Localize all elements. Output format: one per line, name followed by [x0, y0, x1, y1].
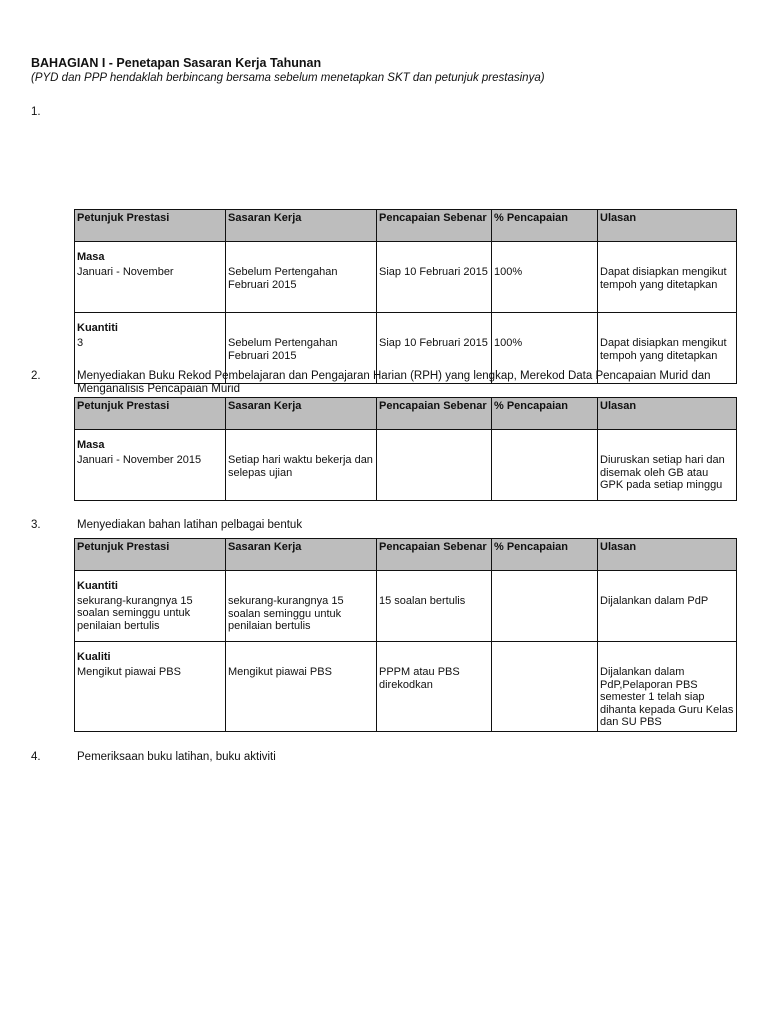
table-header-row [75, 398, 737, 430]
table-header-row [75, 210, 737, 242]
table-row [75, 571, 737, 642]
petunjuk-value: Mengikut piawai PBS [77, 665, 181, 678]
column-header: Pencapaian Sebenar [377, 398, 492, 430]
petunjuk-value: 3 [77, 336, 84, 349]
section-4-title: Pemeriksaan buku latihan, buku aktiviti [77, 751, 276, 763]
column-header: Petunjuk Prestasi [75, 398, 226, 430]
section-1-table [74, 209, 737, 384]
peratus-cell [492, 571, 598, 642]
column-header: Sasaran Kerja [226, 398, 377, 430]
sasaran-cell: Mengikut piawai PBS [226, 642, 377, 732]
table-row [75, 313, 737, 384]
table-row [75, 242, 737, 313]
pencapaian-cell: 15 soalan bertulis [377, 571, 492, 642]
column-header: Sasaran Kerja [226, 210, 377, 242]
column-header: Sasaran Kerja [226, 539, 377, 571]
peratus-cell [492, 430, 598, 501]
pencapaian-cell: PPPM atau PBS direkodkan [377, 642, 492, 732]
pencapaian-cell: Siap 10 Februari 2015 [377, 242, 492, 313]
column-header: % Pencapaian [492, 210, 598, 242]
sasaran-cell: Sebelum Pertengahan Februari 2015 [226, 242, 377, 313]
pencapaian-cell: Siap 10 Februari 2015 [377, 313, 492, 384]
ulasan-cell: Dijalankan dalam PdP,Pelaporan PBS semester 1 telah siap dihanta kepada Guru Kelas dan SU PBS [598, 642, 737, 732]
table-row [75, 642, 737, 732]
petunjuk-cell [75, 430, 226, 501]
ulasan-cell: Dijalankan dalam PdP [598, 571, 737, 642]
column-header: % Pencapaian [492, 539, 598, 571]
section-1-number: 1. [31, 106, 41, 118]
table-header-row [75, 539, 737, 571]
peratus-cell: 100% [492, 242, 598, 313]
section-3-number: 3. [31, 519, 41, 531]
row-category-label: Kuantiti [77, 322, 118, 334]
petunjuk-cell [75, 242, 226, 313]
row-category-label: Kuantiti [77, 580, 118, 592]
column-header: Petunjuk Prestasi [75, 539, 226, 571]
petunjuk-value: sekurang-kurangnya 15 soalan seminggu untuk penilaian bertulis [77, 594, 193, 632]
column-header: Ulasan [598, 539, 737, 571]
petunjuk-value: Januari - November [77, 265, 174, 278]
petunjuk-cell [75, 642, 226, 732]
column-header: Ulasan [598, 398, 737, 430]
sasaran-cell: Setiap hari waktu bekerja dan selepas ujian [226, 430, 377, 501]
peratus-cell: 100% [492, 313, 598, 384]
page-subtitle: (PYD dan PPP hendaklah berbincang bersama sebelum menetapkan SKT dan petunjuk prestasinya) [31, 72, 545, 84]
table-row [75, 430, 737, 501]
petunjuk-value: Januari - November 2015 [77, 453, 202, 466]
section-2-number: 2. [31, 370, 41, 382]
petunjuk-cell [75, 571, 226, 642]
ulasan-cell: Dapat disiapkan mengikut tempoh yang ditetapkan [598, 313, 737, 384]
ulasan-cell: Dapat disiapkan mengikut tempoh yang ditetapkan [598, 242, 737, 313]
row-category-label: Masa [77, 439, 105, 451]
column-header: Pencapaian Sebenar [377, 210, 492, 242]
peratus-cell [492, 642, 598, 732]
pencapaian-cell [377, 430, 492, 501]
section-4-number: 4. [31, 751, 41, 763]
section-3-table [74, 538, 737, 732]
column-header: % Pencapaian [492, 398, 598, 430]
ulasan-cell: Diuruskan setiap hari dan disemak oleh GB atau GPK pada setiap minggu [598, 430, 737, 501]
column-header: Petunjuk Prestasi [75, 210, 226, 242]
section-2-table [74, 397, 737, 501]
row-category-label: Masa [77, 251, 105, 263]
column-header: Ulasan [598, 210, 737, 242]
page-title: BAHAGIAN I - Penetapan Sasaran Kerja Tahunan [31, 56, 322, 70]
row-category-label: Kualiti [77, 651, 111, 663]
section-2-title: Menyediakan Buku Rekod Pembelajaran dan Pengajaran Harian (RPH) yang lengkap, Merekod Data Pencapaian Murid dan Menganalisis Pencapaian Murid [77, 370, 711, 395]
petunjuk-cell [75, 313, 226, 384]
sasaran-cell: sekurang-kurangnya 15 soalan seminggu untuk penilaian bertulis [226, 571, 377, 642]
sasaran-cell: Sebelum Pertengahan Februari 2015 [226, 313, 377, 384]
section-3-title: Menyediakan bahan latihan pelbagai bentuk [77, 519, 303, 531]
column-header: Pencapaian Sebenar [377, 539, 492, 571]
